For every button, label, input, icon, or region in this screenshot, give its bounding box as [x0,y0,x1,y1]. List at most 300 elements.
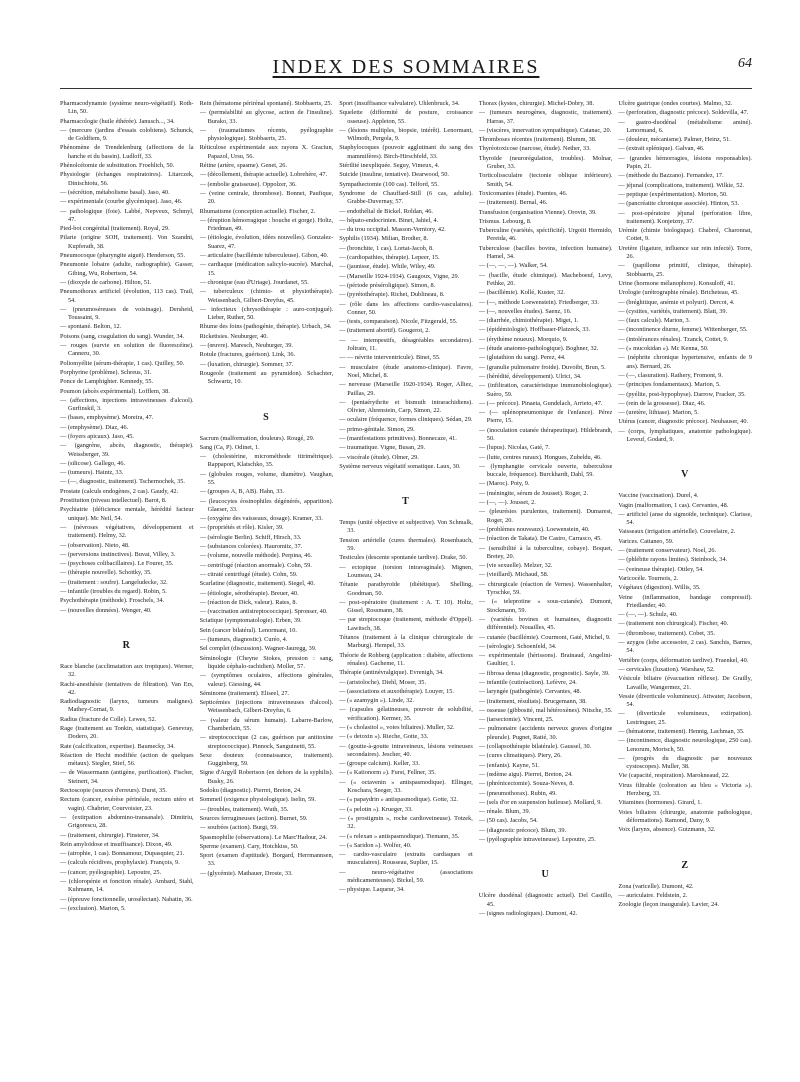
index-entry: — (méthode du Bazzano). Fernandez, 17. [618,172,724,180]
index-entry: Pilarie (origine SOH, traitement). Von Szandni, Kupferath, 38. [60,234,194,250]
index-entry: Vie (capacité, respiration). Marokneaud, 22. [618,772,730,780]
index-entry: — (variétés bovines et humaines, diagnostic différentiel). Nouailles, 45. [478,615,613,632]
index-entry: Temps (unité objective et subjective). Von Schmalk, 33. [339,519,473,535]
index-entry: — (diarrhée, chimiothérapie). Miget, 1. [478,317,579,325]
index-entry: — (pentaérythrite et bismuth intrarachidiens). Olivier, Ahrenstein, Carp, Simon, 22. [339,398,473,415]
index-entry: — (incontinence, diagnostic neurologique, 250 cas). Lenorum, Morisch, 50. [618,737,752,753]
index-entry: — (« pelotin »). Krueger, 33. [339,805,413,813]
index-entry: — viscérale (étude). Olmer, 29. [339,453,419,461]
index-entry: — cervicales (luxation). Warshaw, 52. [618,665,715,673]
index-entry: — (aristoloche). Diehl, Moser, 35. [339,678,427,686]
index-entry: — (incontinence diurne, femme). Wittenberger, 55. [618,326,748,334]
index-entry: Thyroïde (neurorégulation, troubles). Molnar, Gruber, 33. [478,154,613,171]
index-entry: Rage (traitement au Tonkin, statistique). Genevray, Dodero, 20. [60,725,194,741]
index-entry: Rein amyloïdose et insuffisance). Dixon, 49. [60,840,173,848]
index-entry: Rickettsies. Neuburger, 40. [199,332,268,340]
index-entry: Réticulose expérimentale aux rayons X. Graciun, Papazol, Ursu, 56. [199,144,334,160]
index-entry: — laryngée (pathogénie). Cervantes, 48. [478,688,582,696]
index-entry: — primo-génitale. Simon, 29. [339,425,415,433]
index-entry: — (« mucokidan »). Mc Kenna, 50. [618,345,709,353]
index-entry: Torticolissculaire (tectonie oblique inférieure). Smith, 54. [478,172,613,188]
index-entry: Vitamines (hormones). Girard, 1. [618,799,702,807]
index-entry: Signe d'Argyll Robertson (en dehors de la syphilis). Busky, 26. [199,769,334,785]
index-entry: — (tests, comparaison). Nicole, Fitzgerald, 55. [339,318,458,326]
index-entry: Uretère (ligature, influence sur rein infecté). Torre, 26. [618,244,752,261]
index-entry: Sodoku (diagnostic). Pierret, Breton, 24. [199,787,302,795]
index-entry: — (embolie graisseuse). Oppolzer, 36. [199,180,297,188]
index-entry: Prostate (calculs endogènes, 2 cas). Gaudy, 42. [60,487,179,495]
index-entry: — (enfants). Kayne, 51. [478,761,540,769]
index-entry: Sel complet (discussion). Wagner-Jauregg, 39. [199,645,317,653]
index-entry: — (uretère, lithiase). Marion, 5. [618,409,699,417]
index-entry: — (extirpation abdomino-transanale). Dimitriu, Grigorescu, 28. [60,813,194,830]
index-entry: — (signes radiologiques). Dumont, 42. [478,909,578,917]
index-entry: — citraté centrifugé (étude). Cohn, 59. [199,570,298,578]
index-entry: Poliomyélite (sérum-thérapie, 1 cas). Quilley, 50. [60,359,185,367]
index-entry: — infectieux (chrysothérapie : auro-conjugué). Lieber, Ruther, 50. [199,305,334,322]
index-entry: — (emphysème). Diaz, 46. [60,423,129,431]
section-letter: S [263,411,270,423]
index-entry: Pneumothorax artificiel (évolution, 113 cas). Trail, 54. [60,288,194,304]
index-entry: Sport (examen d'aptitude). Borgard, Herrmannsen, 33. [199,852,334,868]
index-entry: — (silicose). Gallego, 46. [60,459,126,467]
index-entry: — (groupes A, B, AB). Hahn, 33. [199,488,285,496]
index-entry: — (troubles, traitement). Wuth, 35. [199,805,289,813]
index-column [479,100,613,1060]
index-entry: — post-opératoire (traitement : A. T. 10). Holtz, Gissel, Rossmann, 38. [339,598,473,615]
index-entry: — de Wassermann (antigène, purification). Fischer, Steinert, 34. [60,769,194,785]
index-entry: Vertèbre (corps, déformation tardive). Fraenkel, 40. [618,656,749,664]
index-entry: Transfusion (organisation Vienne). Orovin, 39. [478,208,597,216]
index-entry: Sympathectomie (100 cas). Telford, 55. [339,180,439,188]
index-entry: — (atrophie, 1 cas). Bonnamour, Dupasquier, 21. [60,850,185,858]
index-entry: Voies biliaires (chirurgie, anatomie pathologique, déformations). Ramond, Dany, 9. [618,808,752,824]
index-entry: — (perversions instinctives). Buvat, Villey, 3. [60,550,176,558]
index-entry: — (nouvelles données). Wenger, 40. [60,606,152,614]
index-entry: — spontané. Belton, 12. [60,323,122,331]
index-entry: — (éruption hémorragique : bouche et gorge). Holtz, Friedman, 49. [199,216,334,233]
page-title: INDEX DES SOMMAIRES [272,56,540,78]
index-entry: — (50 cas). Jacobs, 54. [478,817,538,825]
index-entry: Sein (cancer bilatéral). Lenormant, 10. [199,626,297,634]
index-entry: — (bacille, étude chimique). Macheboeuf, Levy, Fethke, 20. [478,271,613,287]
index-entry: Staphylocoques (pouvoir agglutinant du sang des mammifères). Birch-Hirschfeld, 33. [339,144,473,160]
index-entry: Septicémies (injections intraveineuses d'alcool). Weissenbach, Gilbert-Dreyfus, 6. [199,699,334,715]
index-entry: — articulaire (bacillémie tuberculeuse). Gibon, 40. [199,252,329,260]
index-entry: — (cardiopathies, thérapie). Lepeer, 15. [339,254,440,262]
index-entry: — tuberculeux (chimio- et physiothérapie). Weissenbach, Gilbert-Dreyfus, 45. [199,288,334,304]
index-entry: Rotule (fractures, guérison). Link, 36. [199,351,296,359]
index-entry: — (traitement : soufre). Langeludecke, 32. [60,578,168,586]
index-entry: — (œdème aigu). Pierret, Breton, 24. [478,770,573,778]
index-entry: — pathologique (foie). Labbé, Nepveux, Schmyl, 47. [60,207,194,223]
index-entry: — (manifestations primitives). Bonnecaze, 41. [339,434,457,442]
index-entry: — (corps, lymphatiques, anatomie pathologique). Leveuf, Godard, 9. [618,427,752,443]
index-entry: — (mercure (jardins d'essais colobiens). Schunck, de Goldfiem, 9. [60,126,194,143]
index-entry: Poisons (sang, coagulation du sang). Wunder, 34. [60,332,185,340]
index-entry: — physique. Laqueur, 34. [339,886,405,894]
section-letter: V [681,469,690,481]
index-entry: — (—, clasuration). Rathery, Fromont, 9. [618,371,723,379]
index-entry: Pneumocoque (pharyngite aiguë). Henderson, 55. [60,252,186,260]
index-entry: Pharmacodynamie (système neuro-végétatif). Roth-Lin, 50. [60,100,194,116]
index-entry: Thromboses récentes (traitement). Blumm, 38. [478,136,597,144]
index-entry: Urémie (chimie biologique). Chabrol, Charonnat, Cottet, 9. [618,227,752,243]
index-entry: — (lutte, centres ruraux). Hongues, Zubeldu, 46. [478,453,602,461]
index-entry: — (cancer, pyélographie). Lepoutre, 25. [60,868,162,876]
index-entry: Ponce de Lamphighter. Kennedy, 55. [60,378,154,386]
index-entry: — (rein de la grossesse). Diaz, 46. [618,399,706,407]
index-entry: — (étude anatomo-pathologique). Boghner, 32. [478,345,599,353]
index-entry: — (« octavenin » antispasmodique). Ellinger, Koschara, Seeger, 33. [339,778,473,795]
index-entry: — (« detoxin »). Rieche, Gotte, 33. [339,733,429,741]
index-entry: — (goutte-à-goutte intraveineux, lésions veineuses secondaires). Jescher, 40. [339,742,473,758]
index-entry: — (diagnostic précoce). Blum, 39. [478,826,567,834]
index-entry: — artificiel (anse du sigmoïde, technique). Clarisse, 54. [618,510,752,527]
index-column [200,100,334,1060]
index-entry: — musculaire (étude anatomo-clinique). Favre, Noel, Michel, 8. [339,363,473,379]
index-entry: — (« relexan » antispasmodique). Tiemann, 35. [339,832,460,840]
index-entry: — gastro-duodénal (métabolisme aminé). Lenormand, 6. [618,118,752,134]
index-entry: Varicocèle. Tournois, 2. [618,574,679,582]
header-rule [60,88,752,89]
index-entry: — (progrès du diagnostic par nouveaux cystoscopes). Muller, 38. [618,754,752,771]
index-entry: — (décollement, thérapie actuelle). Lobrehère, 47. [199,171,328,179]
index-entry: — (cholestérine, microméthode titrimétrique). Rappaport, Klatschko, 35. [199,453,334,469]
index-entry: Scarlatine (diagnostic, traitement). Siegel, 40. [199,580,316,588]
index-entry: Thyréotoxicose (narcose, étude). Nether, 33. [478,145,591,153]
index-entry: — — névrite interventricule). Binet, 55. [339,354,441,362]
index-entry: — (tarsectomie). Vincent, 25. [478,716,554,724]
index-entry: — (cures climatiques). Piery, 26. [478,752,562,760]
index-entry: — expérimentale (hérissons). Brainaud, Angelini-Gaultier, 1. [478,652,613,668]
index-entry: Rein (hématome périrénal spontané). Stobbaerts, 25. [199,100,333,107]
index-entry: — (pyélographie intraveineuse). Lepoutre, 25. [478,836,596,844]
index-entry: — rénale. Blum, 39. [478,808,531,816]
index-entry: — (néphrite chronique hypertensive, enfants de 9 ans). Bernard, 26. [618,354,752,370]
index-entry: — (oxygène des vaisseaux, dosage). Kramer, 33. [199,515,323,523]
index-entry: Psychothérapie (méthode). Froschels, 34. [60,597,165,605]
index-entry: Phénomène de Trendelenburg (affections de la hanche et du bassin). Ludloff, 33. [60,144,194,160]
index-entry: — fibrosa densa (diagnostic, prognostic). Sayle, 39. [478,669,610,677]
index-entry: — (problèmes nouveaux). Loewenstein, 40. [478,525,590,533]
index-entry: — (—, —, —). Walker, 54. [478,262,548,270]
index-entry: Pied-bot congénital (traitement). Royal, 29. [60,225,170,233]
index-entry: — (foyers apicaux). Jaso, 45. [60,432,134,440]
index-entry: Tension artérielle (cures thermales). Rosenbauch, 59. [339,536,473,553]
index-entry: — (thrombose, traitement). Cobet, 35. [618,629,715,637]
index-entry: — (perméabilité au glycose, action de l'insuline). Burako, 33. [199,109,334,125]
index-entry: — (chloropénie et fonction rénale). Ambard, Stahl, Kuhmann, 14. [60,878,194,894]
index-entry: — (—, —). Schulz, 40. [618,611,678,619]
index-entry: Varices. Cattaneo, 59. [618,537,674,545]
index-entry: — (substances colorées). Hauromitz, 37. [199,543,303,551]
index-entry: Réaction de Hecht modifiée (action de quelques métaux). Siegler, Stief, 56. [60,751,194,768]
index-entry: — (tumeurs, diagnostic). Curéo, 4. [199,636,288,644]
index-entry: Phénolcétomie de substitution. Froehlich, 50. [60,162,175,170]
index-entry: — (faux calculs). Marion, 3. [618,317,691,325]
index-entry: Vagin (malformation, 1 cas). Cervantes, 48. [618,501,729,509]
index-entry: — (collapsothérapie bilatérale). Gaussel, 30. [478,743,592,751]
index-entry: — traumatique. Vigne, Busan, 29. [339,444,426,452]
index-entry: — streptococcique (2 cas, guérison par antitoxine streptococcique). Pinnock, Sanguinetti, 55. [199,734,334,750]
index-entry: — (pyélite, post-hypophyse). Darrow, Fracker, 35. [618,390,746,398]
index-entry: Ulcère duodénal (diagnostic actuel). Del Castillo, 45. [478,892,613,908]
index-entry: Voix (larynx, absence). Gutzmann, 32. [618,826,716,834]
index-entry: Rougeole (traitement au pyramidon). Schachter, Schwartz, 10. [199,369,334,386]
index-entry: — (œuvre). Maresch, Neuburger, 39. [199,342,293,350]
index-entry: Végétaux (digestion). Willis, 35. [618,584,701,592]
index-entry: Race blanche (acclimatation aux tropiques). Werner, 32. [60,662,194,679]
index-entry: — azygos (lobe accessoire, 2 cas). Sanchis, Barnes, 54. [618,639,752,655]
index-entry: — (phrénicectomie). Souza-Neves, 8. [478,780,574,788]
index-entry: — (observation). Nieto, 48. [60,541,130,549]
index-entry: — cutanée (bacillémie). Courmont, Gaté, Michel, 9. [478,633,611,641]
index-entry: — (« teleprotine » sous-cutanée). Dumont, Stockmann, 59. [478,598,613,614]
index-entry: — (pneumothorax). Rubin, 49. [478,789,557,797]
index-entry: — (« cholasitol », voies biliaires). Muller, 32. [339,724,455,731]
index-entry: — (traitement non chirurgical). Fischer, 40. [618,620,729,628]
index-entry: — (vieillard). Michaud, 58. [478,571,549,579]
index-entry: — hépato-endocrinien. Binet, Jahiel, 4. [339,216,439,224]
index-entry: — (symptômes oculaires, affections générales, valeur). Giessing, 44. [199,672,334,688]
index-entry: — auriculaire. Feldstein, 2. [618,891,688,899]
index-entry: — (« papaydrin » antispasmodique). Gotte, 32. [339,796,458,804]
index-entry: — (leucocytes éosinophiles dégénérés, apparition). Glaeser, 33. [199,497,334,513]
index-entry: — (tumeurs neurogènes, diagnostic, traitement). Harras, 37. [478,109,613,125]
index-entry: — peptique (expérimentation). Morton, 50. [618,190,728,198]
index-entry: — (principes fondamentaux). Marion, 5. [618,381,721,389]
index-entry: Sacrum (malformation, douleurs). Rougé, 29. [199,434,315,442]
index-entry: — — intempestifs, désagréables secondaires). Joltrain, 11. [339,336,473,353]
section-letter: U [541,869,550,881]
index-entry: — (réaction de Takata). De Castro, Carrasco, 45. [478,535,602,543]
index-entry: Testicules (descente spontanée tardive). Drake, 50. [339,554,468,562]
index-entry: — (tumeurs). Haintz, 33. [60,469,124,477]
index-entry: Sperme (examen). Cary, Hotchkiss, 50. [199,842,299,850]
index-entry: — (thérapie nouvelle). Schottky, 35. [60,569,152,577]
index-entry: Sources ferrugineuses (action). Burnet, 59. [199,814,308,822]
index-entry: Utérus (cancer, diagnostic précoce). Neuhauser, 40. [618,418,749,426]
index-entry: — infantile (troubles du regard). Robin, 5. [60,588,167,596]
index-entry: Urologie (urétrographie rénale). Bricheteau, 45. [618,289,739,297]
index-entry: Porphyrine (problème). Schreus, 31. [60,368,152,376]
index-entry: Sport (insuffisance valvulaire). Uhlenbruck, 34. [339,100,460,107]
index-entry: — (viscères, innervation sympathique). Catanac, 20. [478,126,612,134]
index-entry: Tétanie parathyroïde (diététique). Shelling, Goodman, 50. [339,581,473,597]
index-entry: — (hématome, traitement). Hennig, Lachman, 35. [618,728,745,735]
index-entry: — (papillome primitif, clinique, thérapie). Stobbaerts, 25. [618,262,752,278]
index-entry: — (—, méthode Loewenstein). Friedberger, 33. [478,298,599,306]
index-entry: — (phlébite rayons limites). Steinbock, 34. [618,556,728,564]
index-entry: Rectoscopie (sources d'erreurs). Durst, 35. [60,787,167,795]
index-entry: — (groupe calcium). Keller, 33. [339,760,420,768]
index-entry: — (perforation, diagnostic précoce). Soldevilla, 47. [618,109,749,117]
index-entry: — (« Saridon »). Wolfer, 40. [339,841,412,849]
index-entry: Théorie de Rohberg (application : diabète, affections rénales). Gacheme, 11. [339,651,473,667]
index-entry: — (pleurésies purulentes, traitement). Dumarest, Roger, 20. [478,508,613,524]
index-entry: Poumon (abcès expérimental). Lofflem, 38. [60,387,170,395]
index-entry: — (dioxyde de carbone). Hilton, 51. [60,278,152,286]
index-entry: — centrifugé (réaction anormale). Cohn, 59. [199,561,312,569]
index-entry: — du trou occipital. Masson-Verniory, 42. [339,226,446,234]
index-entry: Thorax (kystes, chirurgie). Michel-Dobry, 38. [478,100,595,107]
index-entry: — (pancréatite chronique associée). Hinton, 53. [618,200,740,208]
section-letter: R [122,639,131,651]
index-entry: Suicide (insuline, tentative). Dearwood, 50. [339,171,450,179]
index-entry: — (glycémie). Mathauer, Droste, 33. [199,869,293,877]
index-entry: — par streptocoque (traitement, méthode d'Oppel). Lawitsch, 38. [339,616,473,632]
index-entry: Sciatique (symptomatologie). Erben, 39. [199,617,302,625]
index-entry: — (affections, injections intraveineuses d'alcool). Gurfinskil, 3. [60,396,194,413]
page-number: 64 [738,56,752,71]
index-entry: — (inoculation cutanée thérapeutique). Hildebrandt, 50. [478,426,613,442]
index-entry: Rate (calcification, expertise). Baumecky, 34. [60,742,175,750]
index-entry: — (glutathion du sang). Perez, 44. [478,354,566,362]
index-entry: — (infiltration, caractéristique immunobiologique). Suèro, 59. [478,382,613,398]
index-entry: Syphilis (1934). Milian, Brodier, 8. [339,235,429,243]
index-entry: Zoologie (leçon inaugurale). Lavier, 24. [618,901,720,909]
index-entry: — (—, nouvelles études). Saenz, 16. [478,307,572,315]
index-entry: — (hérédité, développement). Ulrici, 34. [478,372,582,380]
index-entry: — oculaire (fréquence, formes cliniques). Sédan, 29. [339,416,473,424]
index-entry: — (bases, emphysème). Moreira, 47. [60,414,154,422]
index-entry: — (traitement). Bernal, 46. [478,199,548,207]
index-entry: — ectopique (torsion intravaginale). Mignen, Loumeau, 24. [339,563,473,579]
index-entry: — pulmonaire (accidents nerveux graves d'origine pleurale). Pugnet, Ratié, 30. [478,725,613,741]
index-entry: — (volume, nouvelle méthode). Perpina, 46. [199,552,313,560]
index-entry: Sang (Ca, P). Odinet, 1. [199,443,260,451]
index-entry: — neuro-végétative (associations médicamenteuses). Bickel, 59. [339,868,473,885]
index-entry: — (—, diagnostic, traitement). Tschernochek, 35. [60,478,185,486]
index-entry: — (« prostigmin », roche cardioveineuse). Totzek, 32. [339,814,473,831]
index-entry: Pharmacologie (huile éthérée). Janusch..., 34. [60,117,175,125]
index-entry: — (étiologie, sérothérapie). Breuer, 40. [199,589,299,597]
index-entry: — (période préséroligique). Simon, 8. [339,281,436,289]
index-entry: — jéjunal (complications, traitement). Wilkie, 52. [618,181,745,189]
index-entry: Rachi-anesthésie (tentatives de filtration). Van Ers, 42. [60,680,194,696]
index-entry: — cardiaque (médication salicylo-sucrée). Marchal, 15. [199,261,334,277]
index-entry: — (— précoce). Pinaeta, Gundelach, Arrieto, 47. [478,399,603,407]
index-entry: — nerveuse (Marseille 1920-1934). Roger, Alliez, Paillas, 29. [339,381,473,397]
index-entry: — (capsules gélatineuses, pouvoir de solubilité, vérification). Kermer, 35. [339,706,473,722]
index-entry: Tétanos (traitement à la clinique chirurgicale de Marburg). Hempel, 33. [339,634,473,650]
index-entry: — (« azamygin »). Linde, 32. [339,697,415,705]
index-entry: — (intolérances rénales). Tzanck, Cottet, 9. [618,335,729,343]
index-entry: — (rôle dans les affections cardio-vasculaires). Conner, 50. [339,300,473,316]
index-entry: — (sécrétion, métabolisme basal). Jaso, 40. [60,188,170,196]
index-entry: — (granulie pulmonaire froide). Duvoibt, Brun, 5. [478,363,606,371]
index-entry: — chirurgicale (réaction de Vernes). Wassenhalter, Tyrschke, 59. [478,580,613,597]
index-entry: Urine (hormone mélanophore). Konsuloff, 41. [618,279,735,287]
index-entry: — (méningite, sérum de Jousset). Roger, 2. [478,489,589,497]
index-entry: — (lymphangite cervicale ouverte, tuberculose buccale, fréquence). Burckhardt, Dahl, 59. [478,462,613,479]
index-entry: Tuberculose (bacilles bovins, infection humaine). Hamel, 34. [478,244,613,261]
index-entry: Radiodiagnostic (larynx, tumeurs malignes). Mathey-Cornat, 9. [60,698,194,714]
index-entry: Squelette (difformité de posture, croissance osseuse). Appleton, 55. [339,109,473,125]
index-entry: — (traitement conservateur). Noel, 26. [618,547,717,555]
index-entry: — (sels d'or en suspension huileuse). Mollard, 9. [478,798,603,806]
index-entry: Pneumonie lobaire (adulte, radiographie). Gasser, Gibing, Wu, Robertson, 54. [60,261,194,277]
index-entry: — (calculs récidives, prophylaxie). François, 9. [60,859,180,867]
index-entry: — (étiologie, évolution, idées nouvelles). Gonzalez-Suarez, 47. [199,234,334,250]
index-entry: — endothélial de Bickel. Roldan, 46. [339,207,433,215]
index-column [60,100,194,1060]
index-entry: — (bréghitique, anémie et polyuri). Dercot, 4. [618,298,735,306]
index-entry: Rhume des foins (pathogénie, thérapie). Urbach, 34. [199,323,332,331]
index-entry: — (érythème noueux). Morquio, 9. [478,335,568,343]
index-entry: Thérapie (antinévralgique). Evrenigh, 34. [339,669,444,677]
index-entry: — (lésions multiples, biopsie, intérêt). Lenormant, Wilmoth, Pergola, 9. [339,126,473,143]
index-entry: — post-opératoire jéjunal (perforation libre, traitement). Konjetzny, 37. [618,209,752,225]
index-entry: — (Marseille 1924-1934). Gaugoux, Vigne, 29. [339,272,460,280]
index-entry: — (psychoses colibacillaires). Le Fourer, 35. [60,560,174,568]
index-entry: — (vie sexuelle). Melzer, 32. [478,562,553,570]
index-entry: — (traumatismes récents, pyélographie physiologique). Stobbaerts, 25. [199,126,334,143]
index-entry: Tuberculine (variétés, spécificité). Urgoiti Hermido, Pereida, 46. [478,227,613,243]
index-column [618,100,752,1060]
index-entry: — (grandes hémorragies, lésions responsables). Papin, 21. [618,154,752,171]
index-entry: Prostitution (niveau intellectuel). Barot, 8. [60,497,167,505]
index-entry: — (épreuve fonctionnelle, urosélectan). Nabatin, 36. [60,895,193,903]
index-entry: Rétine (artère, spasme). Genet, 26. [199,162,288,170]
index-entry: — (Maroc). Poty, 9. [478,480,530,488]
index-entry: — (sérologie Berlin). Schiff, Hirsch, 33. [199,533,302,541]
index-entry: — (veineuse thérapie). Ottley, 54. [618,565,704,573]
index-entry: — (gangrène, abcès, diagnostic, thérapie). Weissberger, 39. [60,442,194,458]
index-entry: Virus filtrable (coloration au bleu « Victoria »). Herzberg, 33. [618,781,752,798]
index-entry: Ulcère gastrique (ondes courtes). Malmo, 32. [618,100,733,107]
index-columns [60,100,752,1060]
index-entry: — (diverticule volumineux, extirpation). Lestringuer, 25. [618,710,752,726]
index-entry: Vaccine (vaccination). Durel, 4. [618,492,699,500]
index-entry: — (—, —). Jousset, 2. [478,499,536,507]
index-entry: — (épidémiologie). Hoffbauer-Platzeck, 33. [478,326,591,334]
index-entry: — (névroses végétatives, développement et traitement). Helmy, 32. [60,523,194,540]
index-entry: — (réaction de Dick, valeur). Rates, 8. [199,598,298,606]
index-entry: Vaisseaux (irrigation artérielle). Couvelaire, 2. [618,528,736,536]
index-entry: — (jaunisse, étude). While, Wiley, 49. [339,263,436,271]
index-entry: — (traitement, chirurgie). Finsterer, 34. [60,831,160,839]
section-letter: Z [681,859,690,871]
index-entry: — chronique (eau d'Uriage). Jourdanet, 55. [199,278,309,286]
index-entry: — (associations et auxothérapie). Louyer, 15. [339,687,454,695]
index-entry: — (bacillémie). Kollé, Kuster, 32. [478,289,565,297]
index-entry: — (propriétés et rôle). Kisler, 39. [199,524,284,532]
index-entry: — expérimentale (courbe glycémique). Jaso, 46. [60,198,183,206]
index-entry: — (sérologie). Schoenfeld, 34. [478,642,557,650]
index-column [339,100,473,1060]
index-entry: Trismus. Lebourg, 8. [478,217,532,225]
index-entry: Séminologie (Cheyne Stokes, pression : sang, liquide céphalo-rachidien). Moller, 57. [199,654,334,670]
index-entry: — cardio-vasculaire (extraits cardiaques et musculaires). Rousseau, Suplier, 15. [339,851,473,867]
index-entry: — infantile (cutiréaction). Lefèvre, 24. [478,679,577,686]
index-entry: Rhumatisme (conception actuelle). Fischer, 2. [199,207,316,215]
index-entry: — (— splénopneumonique de l'enfance). Pérez Pierre, 15. [478,409,613,425]
index-entry: Vessie (diverticule volumineux). Attwater, Jacobson, 54. [618,692,752,709]
index-entry: Spasmophilie (observations). Le Marc'Hadour, 24. [199,833,327,841]
index-entry: — (luxation, chirurgie). Sommer, 37. [199,360,294,368]
index-entry: Syndrome de Chauffard-Still (6 cas, adulte). Grabbe-Duvernay, 57. [339,189,473,206]
index-entry: Psychiatrie (déficience mentale, hérédité facteur unique). Mc Neil, 54. [60,506,194,522]
index-entry: — (« Kationorm »). Furst, Fellner, 35. [339,769,436,777]
index-entry: Sexe douteux (connaissance, traitement). Gugginberg, 59. [199,751,334,768]
index-entry: — (pneumoséreuses de voisinage). Dersheid, Toussaint, 9. [60,305,194,322]
index-entry: — (cystites, variétés, traitement). Blatt, 39. [618,307,728,315]
page-header [60,48,752,88]
index-entry: Séminome (traitement). Eliseel, 27. [199,689,290,697]
index-entry: — (bronchite, 1 cas). Lortat-Jacob, 8. [339,244,434,252]
